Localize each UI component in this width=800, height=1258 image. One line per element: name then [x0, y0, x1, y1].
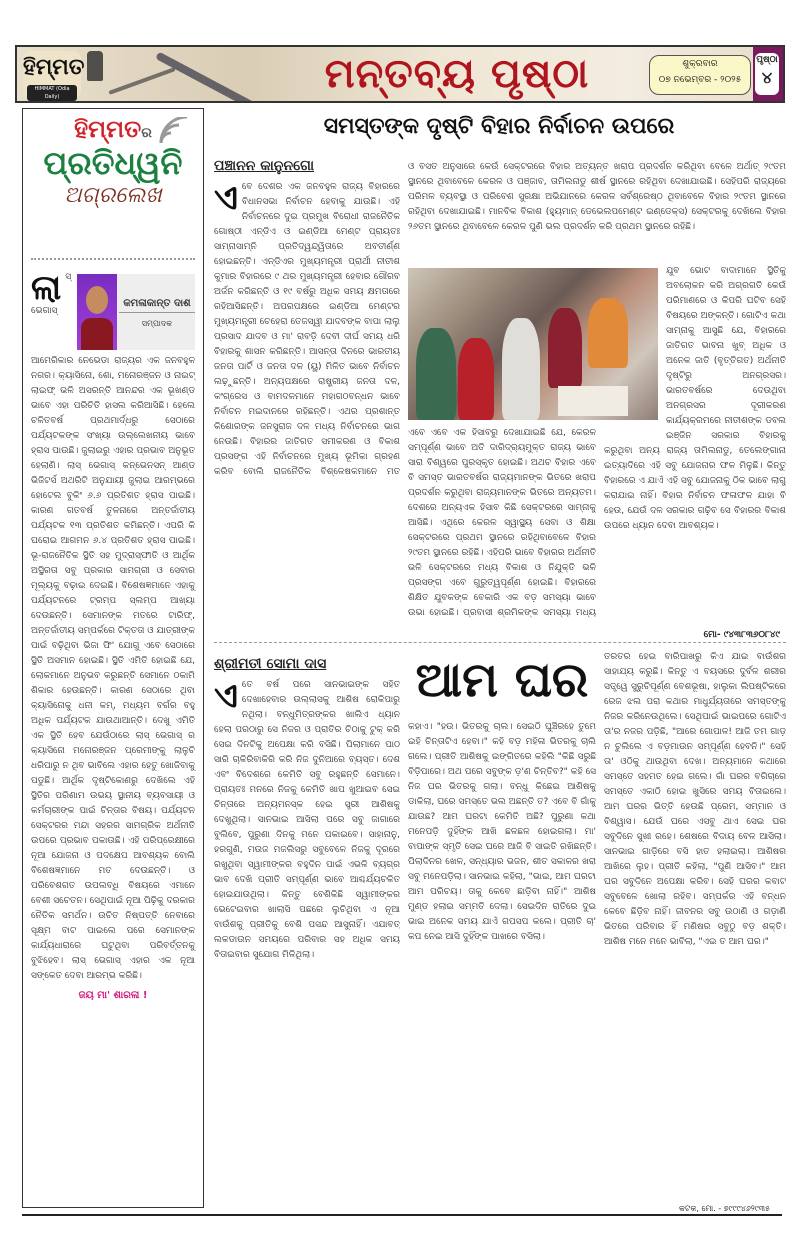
drop-cap: ଲା	[31, 268, 62, 308]
signal-waves-icon	[157, 117, 193, 147]
page-number: ୪	[761, 68, 773, 87]
article2-title: ଆମ ଘର	[415, 652, 589, 708]
article2-text-col3: ତରତର ହେଇ ବାରିପାଖରୁ କିଏ ଯାଇ ବାଉଁଶର ସାହାଯ୍ୟ କରୁଛି। କିନ୍ତୁ ଏ ବୟସରେ ଦୁର୍ବଳ ଶରୀର ସତ୍ତ୍ୱେ ସୁରୁଚିପୂର୍ଣ୍ଣ ବେଶଭୂଷା, ହାଲୁକା ଲିପଷ୍ଟିକରେ ରେଜ ଝଲ ପରା କଥାର ମାଧୁର୍ଯ୍ୟତାରେ ସମସ୍ତଙ୍କୁ ନିଜର କରିନେଉଥିଲେ। ସେଥିପାଇଁ ଭାଇପରେ ଗୋଟିଏ ତା'ର ନଜର ପଡ଼ିଛି, "ଆରେ ଗୋପାଳ! ଆଜି ତମ ଗାଡ଼ ନ ଚୁଲିଲେ ଏ ବଡ଼ମାଉନ ସମ୍ପୂର୍ଣ୍ଣ ହେବନି।" ସେହି ତା' ଓଠିକୁ ଥାଉଥିବା ଦେଖ। ଅନ୍ୟମାନେ କଥାରେ ସମସ୍ତେ ସହମତ ହେଇ ଗଲେ। ଗାଁ ଘରର ବଗିଚାରେ ସମସ୍ତେ ଏକାଠି ହୋଇ ଖୁସିରେ ସମୟ ବିତାଇଲେ। ଆମ ଘରର ଭିତ୍ତି ହେଉଛି ପ୍ରେମ, ସମ୍ମାନ ଓ ବିଶ୍ୱାସ। ଯେଉଁ ଘରେ ଏସବୁ ଥାଏ ସେଇ ଘର ସବୁଦିନେ ସୁଖୀ ରହେ। ଶେଷରେ ବିଦାୟ ବେଳ ଆସିଲା। ସାନଭାଇ ଗାଡ଼ିରେ ବସି ହାତ ହଲାଇଲା। ଆଶିଷର ଆଖିରେ ଲୁହ। ପ୍ରୀତି କହିଲା, "ପୁଣି ଆସିବ।" ଆମ ଘର ସବୁଦିନେ ଅପେକ୍ଷା କରିବ। ସେହି ଘରର କବାଟ ସବୁବେଳେ ଖୋଲା ରହିବ। ସମ୍ପର୍କର ଏହି ବନ୍ଧନ କେବେ ଛିଡ଼ିବ ନାହିଁ। ଜୀବନର ସବୁ ଉଠାଣି ଓ ଗଡ଼ାଣି ଭିତରେ ପରିବାର ହିଁ ମଣିଷର ସବୁଠୁ ବଡ଼ ଶକ୍ତି। ଆଶିଷ ମନେ ମନେ ଭାବିଲା, "ଏଇ ତ ଆମ ଘର।"	[604, 652, 786, 947]
article1-text-col1: ବେ ଦେଶର ଏକ ଜନବହୁଳ ରାଜ୍ୟ ବିହାରରେ ବିଧାନସଭା ନିର୍ବାଚନ ହେବାକୁ ଯାଉଛି। ଏହି ନିର୍ବାଚନରେ ଦୁଇ ପ୍ରମୁଖ ବିରୋଧୀ ରାଜନୈତିକ ଗୋଷ୍ଠୀ ଏନ୍ଡିଏ ଓ ଇଣ୍ଡିଆ ମେଣ୍ଟ ପ୍ରାୟତଃ ସାମ୍ନାସାମ୍ନି ପ୍ରତିଦ୍ୱନ୍ଦ୍ୱିତାରେ ଅବତୀର୍ଣ୍ଣ ହୋଇଛନ୍ତି। ଏନ୍ଡିଏର ମୁଖ୍ୟମନ୍ତ୍ରୀ ପ୍ରାର୍ଥୀ ନୀତୀଶ କୁମାର ବିହାରରେ ୯ ଥର ମୁଖ୍ୟମନ୍ତ୍ରୀ ହେବାର ଗୌରବ ଅର୍ଜନ କରିଛନ୍ତି ଓ ୧୯ ବର୍ଷରୁ ଅଧିକ ସମୟ କ୍ଷମତାରେ ରହିଆସିଛନ୍ତି। ଅପରପକ୍ଷରେ ଇଣ୍ଡିଆ ମେଣ୍ଟର ମୁଖ୍ୟମନ୍ତ୍ରୀ ଚେହେରା ତେଜସ୍ୱୀ ଯାଦବଙ୍କ ବାପା ଲାଲୁ ପ୍ରସାଦ ଯାଦବ ଓ ମା' ରାବଡ଼ି ଦେବୀ ଦୀର୍ଘ ସମୟ ଧରି ବିହାରକୁ ଶାସନ କରିଛନ୍ତି। ଆସନ୍ତା ଦିନରେ ଭାରତୀୟ ଜନତା ପାର୍ଟି ଓ ଜନତା ଦଳ (ୟୁ) ମିଳିତ ଭାବେ ନିର୍ବାଚନ ଲଢ଼ୁଛନ୍ତି। ଅନ୍ୟପକ୍ଷରେ ରାଷ୍ଟ୍ରୀୟ ଜନତା ଦଳ, କଂଗ୍ରେସ ଓ ବାମଦଳମାନେ ମହାଗଠବନ୍ଧନ ଭାବେ ନିର୍ବାଚନ ମଇଦାନରେ ରହିଛନ୍ତି। ଏଥର ପ୍ରଶାନ୍ତ କିଶୋରଙ୍କ ଜନସୁରାଜ ଦଳ ମଧ୍ୟ ନିର୍ବାଚନରେ ଭାଗ ନେଉଛି। ବିହାରର ଜାତିଗତ ସମୀକରଣ ଓ ବିକାଶ ପ୍ରସଙ୍ଗ ଏହି ନିର୍ବାଚନରେ ମୁଖ୍ୟ ଭୂମିକା ଗ୍ରହଣ କରିବ ବୋଲି ରାଜନୈତିକ ବିଶ୍ଳେଷକମାନେ ମତ	[214, 182, 400, 477]
fountain-pen-icon	[155, 51, 300, 103]
article2-area	[214, 650, 786, 1205]
brand-suffix: ର	[141, 125, 152, 141]
article2-column-1	[214, 650, 400, 1188]
brand-himmat: ହିମ୍ମତ	[74, 115, 142, 143]
pen-icon	[108, 67, 175, 95]
brand-pratidhwani: ପ୍ରତିଧ୍ୱନି	[43, 144, 183, 182]
editorial-text	[23, 264, 203, 1003]
divider	[31, 258, 195, 260]
article1-text-col2: ଓ ବସତ ଅନୁସାରେ କେଉଁ ସେକ୍ଟରରେ ବିହାର ଅତ୍ୟନ୍ତ ଖରାପ ପ୍ରଦର୍ଶନ କରିଥିବା ବେଳେ ଅର୍ଥାତ୍ ୨୯ତମ ସ୍ଥାନରେ ଥିବାବେଳେ କେରଳ ଓ ପଞ୍ଜାବ, ତାମିଲନାଡୁ ଶୀର୍ଷ ସ୍ଥାନରେ ରହିଥିବା ଦେଖାଯାଇଛି। ସେହିପରି ରାଜ୍ୟରେ ପରିମଳ ବ୍ୟବସ୍ଥା ଓ ପରିବେଶ ସୁରକ୍ଷା ଅଭିଯାନରେ କେରଳ ସର୍ବଶ୍ରେଷ୍ଠ ଥିବାବେଳେ ବିହାର ୨୯ତମ ସ୍ଥାନରେ ରହିଥିବା ଦେଖାଯାଇଛି। ମାନବିକ ବିକାଶ (ହ୍ୟୁମାନ୍ ଡେଭେଲପମେଣ୍ଟ ଇଣ୍ଡେକ୍ସ) ସେକ୍ଟରକୁ ଦେଖିଲେ ବିହାର ୨୬ତମ ସ୍ଥାନରେ ଥିବାବେଳେ କେରଳ ପୁଣି ଭଲ ପ୍ରଦର୍ଶନ କରି ପ୍ରଥମ ସ୍ଥାନରେ ରହିଛି।	[408, 162, 786, 232]
day: ଶୁକ୍ରବାର	[682, 59, 718, 69]
masthead	[15, 45, 785, 103]
logo-text: ହିମ୍ମତ	[23, 55, 85, 80]
section-divider	[214, 642, 786, 643]
article1-author: ପଞ୍ଚାନନ କାନୁନଗୋ	[214, 158, 315, 174]
drop-cap: ଏ	[214, 678, 238, 716]
editorial-para-2: ଥିବା କ୍ୟାସିନୋକୁ ଧନୀ କମ୍, ମଧ୍ୟମ ବର୍ଗର ବହୁ ଅଧିକ ପର୍ଯ୍ୟଟକ ଯାଉଥାଆନ୍ତି। ଦେଖୁ ଏମିତି ଏକ ସ୍ଥିତି ହେବ ଯେଉଁଠାରେ ଲାସ୍ ଭେଗାସ୍ ର କ୍ୟାସିନୋ ମନୋରଞ୍ଜନ ପ୍ରେମୀଙ୍କୁ ଲାଳୁଚି ଧରିପାରୁ ନ ଥିବ ଭାବିଲେ ଏହାର ହେତୁ ଖୋଜିବାକୁ ପଡୁଛି। ଆର୍ଥିକ ଦୃଷ୍ଟିକୋଣରୁ ଦେଖିଲେ ଏହି ସ୍ଥିତିର ପରିଣାମ ଉଭୟ ସ୍ଥାନୀୟ ବ୍ୟବସାୟୀ ଓ କର୍ମଚାରୀଙ୍କ ପାଇଁ ଚିନ୍ତାର ବିଷୟ। ପର୍ଯ୍ୟଟନ ସେକ୍ଟରର ମନ୍ଦା ସହରର ସାମଗ୍ରିକ ଅର୍ଥନୀତି ଉପରେ ପ୍ରଭାବ ପକାଉଛି। ଏହି ପରିପ୍ରେକ୍ଷୀରେ ନୂଆ ଯୋଜନା ଓ ପଦକ୍ଷେପ ଆବଶ୍ୟକ ବୋଲି ବିଶେଷଜ୍ଞମାନେ ମତ ଦେଉଛନ୍ତି। ଓ ପରିବେଶଗତ ଉପଲବ୍ଧି ବିଷୟରେ ଏମାନେ ବେଶୀ ସଚେତନ। ସେଥିପାଇଁ ନୂଆ ପିଢ଼ିକୁ ଦରକାର ନୈତିକ ସମର୍ଥନ। ଉଚିତ ନିଷ୍ପତ୍ତି ନେବାରେ ସୂକ୍ଷ୍ମ ବାଟ ପାଇଲେ ପରେ ସେମାନଙ୍କ କାର୍ଯ୍ୟଧାରାରେ ଘଟୁଥିବା ପରିବର୍ତ୍ତନକୁ ବୁଝିହେବ। ଲାସ୍ ଭେଗାସ୍ ଏହାର ଏକ ନୂଆ ସଙ୍କେତ ଦେବା ଆରମ୍ଭ କରିଛି।	[31, 686, 195, 981]
editor-box	[77, 274, 195, 350]
newspaper-logo	[23, 51, 85, 100]
article1-text-col2-lower: ଏବେ ଏବେ ଏକ ହିସାବରୁ ଦେଖାଯାଇଛି ଯେ, କେରଳ ସମ୍ପୂର୍ଣ୍ଣ ଭାବେ ଅତି ଦାରିଦ୍ର୍ୟମୁକ୍ତ ରାଜ୍ୟ ଭାବେ ସାରା ବିଶ୍ୱରେ ପୁରସ୍କୃତ ହୋଇଛି। ଅଥଚ ବିହାର ଏବେ ବି ସମସ୍ତ ଭାରତବର୍ଷର ରାଜ୍ୟମାନଙ୍କ ଭିତରେ ଖରାପ ପ୍ରଦର୍ଶନ କରୁଥିବା ରାଜ୍ୟମାନଙ୍କ ଭିତରେ ଅନ୍ୟତମ। ଦେଶରେ ଅନ୍ୟଏକ ହିସାବ କିଛି ସେକ୍ଟରରେ ସାମ୍ନାକୁ ଆସିଛି। ଏଥିରେ କେରଳ ସ୍ୱାସ୍ଥ୍ୟ ସେବା ଓ ଶିକ୍ଷା ସେକ୍ଟରରେ ପ୍ରଥମ ସ୍ଥାନରେ ରହିଥିବାବେଳେ ବିହାର ୨୯ତମ ସ୍ଥାନରେ ରହିଛି। ଏହିପରି ଭାବେ ବିହାରର ଅର୍ଥନୀତି ଭଳି ସେକ୍ଟରରେ ମଧ୍ୟ ବିକାଶ ଓ ନିଯୁକ୍ତି ଭଳି ପ୍ରସଙ୍ଗ ଏବେ ଗୁରୁତ୍ୱପୂର୍ଣ୍ଣ ହୋଇଛି। ବିହାରରେ ଶିକ୍ଷିତ ଯୁବକଙ୍କ ବେକାରି ଏକ ବଡ଼ ସମସ୍ୟା ଭାବେ ଉଭା ହୋଇଛି। ପ୍ରବାସୀ ଶ୍ରମିକଙ୍କ ସମସ୍ୟା ମଧ୍ୟ	[408, 428, 596, 618]
date: ୦୭ ନଭେମ୍ବର - ୨୦୨୫	[658, 75, 742, 85]
editorial-sidebar	[22, 108, 204, 1208]
bottom-rule	[22, 1214, 782, 1216]
article2-text-col1: ତେ ବର୍ଷ ପରେ ସାନଭାଇଙ୍କ ସହିତ ଦେଖାହେବାର ଉଲ୍ଲାସକୁ ଆଶିଷ ରୋକିପାରୁ ନଥିଲା। ବନ୍ଧୁମିତ୍ରଙ୍କର ଖାଲିଏ ଧ୍ୟାନ ହେଲା ପରଠାରୁ ସେ ନିଜର ଓ ପ୍ରାତିର ଚିଠାକୁ ଟୁକ୍ କରି ସେଇ ଦିନଟିକୁ ଅପେକ୍ଷା କରି ବସିଛି। ପିଲାମାନେ ପାଠ ସାରି ଚାକିରିବାକିରି କରି ନିଜ ଦୁନିଆରେ ବ୍ୟସ୍ତ। ଦେଶ ଏବଂ ବିଦେଶରେ କେମିତି ସବୁ ରହୁଛନ୍ତି ସେମାନେ। ପ୍ରାୟତଃ ମନରେ ନିଜକୁ କେମିତି ଖାପ ଖୁଆଇବ ସେଇ ଚିନ୍ତାରେ ଅନ୍ୟମନସ୍କ ହେଇ ସ୍ତ୍ରୀ ଆଶିଷକୁ ଦେଖୁଥିଲା। ସାନଭାଇ ଆସିଲା ପରେ ସବୁ ଜାଗାରେ ବୁଲିବେ, ପୁରୁଣା ଦିନକୁ ମନେ ପକାଇବେ। ସାହାନାନୁ, ହରଗୁଣି, ମଉଜ ମଜଲିସରୁ ସବୁବେଳେ ନିଜକୁ ଦୂରରେ ରଖୁଥିବା ସ୍ୱାମୀଙ୍କର ବହୁଦିନ ପାଇଁ ଏଭଳି ବ୍ୟଗ୍ର ଭାବ ଦେଖି ପ୍ରୀତି ସମ୍ପୂର୍ଣ୍ଣ ଭାବେ ଆଶ୍ଚର୍ଯ୍ୟଚକିତ ହୋଇଯାଉଥିଲା। କିନ୍ତୁ ବେଶିକିଛି ସ୍ୱାମୀଙ୍କର ଭେଟେଇବାର ଖାଲାସି ପଛରେ ଲୁଚିଥିବା ଏ ନୂଆ ବାଉଁଶକୁ ପ୍ରୀତିକୁ ବେଶି ପସନ୍ଦ ଆସୁନାହିଁ। ଏଯାବତ୍‌ ଲକଡାଉନ ସମୟରେ ପରିବାର ସହ ଅଧିକ ସମୟ ବିତାଇବାର ସୁଯୋଗ ମିଳିଥିଲା।	[214, 680, 400, 960]
section-title: ମନ୍ତବ୍ୟ ପୃଷ୍ଠା	[324, 51, 590, 97]
election-photo	[408, 268, 658, 420]
article2-text-col2: କହାଏ। "ହଉ। ଭିତରକୁ ଚାଲ। ସେଇଠି ଘୁଞ୍ଚିରହେ ତୁମେ ଇହି ଚିନ୍ତାଟିଏ ହେବା।" କହି ବଡ଼ ମହିଳା ଭିତରକୁ ଚାଲି ଗଲେ। ପ୍ରୀତି ଆଶିଷକୁ ଇଙ୍ଗିତରେ କହିଲି "କିଛି ସରୁଛି ବିଡ଼ିପାରେ। ଅଥ ପରେ ସବୁଙ୍କ ଡ଼'ଣ ଚିନ୍ତିବ?" କହି ସେ ନିଜ ଘର ଭିତରକୁ ଗଲା। ବନ୍ଧୁ କିଛେଇ ଆଶିଷକୁ ଡାକିଲା, ଘରେ ସମସ୍ତେ ଭଲ ଅଛନ୍ତି ତ? ଏବେ ବି ଗାଁକୁ ଯାଉଛ? ଆମ ଘରଟା କେମିତି ଅଛି? ପୁରୁଣା କଥା ମନେପଡ଼ି ଦୁହିଁଙ୍କ ଆଖି ଛଳଛଳ ହୋଇଗଲା। ମା' ବାପାଙ୍କ ସ୍ମୃତି ସେଇ ଘରେ ଆଜି ବି ସାଇତି ରଖିଛନ୍ତି। ପିଲାଦିନର ଖେଳ, ସନ୍ଧ୍ୟାର ଭଜନ, ଶୀତ ସକାଳର ଖରା ସବୁ ମନେପଡ଼ିଲା। ସାନଭାଇ କହିଲା, "ଭାଇ, ଆମ ଘରଟା ଆମ ପରିଚୟ। ତାକୁ କେବେ ଛାଡ଼ିବା ନାହିଁ।" ଆଶିଷ ମୁଣ୍ଡ ହଲାଇ ସମ୍ମତି ଦେଲା। ସେଇଦିନ ରାତିରେ ଦୁଇ ଭାଇ ଅନେକ ସମୟ ଯାଏଁ ଗପସପ କଲେ। ପ୍ରୀତି ଚା' କପ ନେଇ ଆସି ଦୁହିଁଙ୍କ ପାଖରେ ବସିଲା।	[408, 722, 596, 942]
editorial-para-1: ସ୍ ଭେଗାସ୍ ଆମେରିକାର ନେଭେଡା ରାଜ୍ୟର ଏକ ଜନବହୁଳ ନଗର। କ୍ୟାସିନୋ, ଶୋ, ମନୋରଞ୍ଜନ ଓ ନାଇଟ୍ ଲାଇଫ୍ ଭଳି ଅସରନ୍ତି ଆନନ୍ଦର ଏକ ଭୂଖଣ୍ଡ ଭାବେ ଏହା ପରିଚିତି ହାସଲ କରିଆସିଛି। ହେଲେ ଚଳିତବର୍ଷ ପ୍ରଥମାର୍ଦ୍ଧରୁ ସେଠାରେ ପର୍ଯ୍ୟଟକଙ୍କ ସଂଖ୍ୟା ଉଲ୍ଲେଖନୀୟ ଭାବେ ହ୍ରାସ ପାଉଛି। ଜୁଲାଇରୁ ଏହାର ପ୍ରଭାବ ଅନୁଭୂତ ହେଲାଣି। ଲାସ୍ ଭେଗାସ୍ କନ୍ଭେନସନ୍ ଆଣ୍ଡ ଭିଜିଟର୍ସ ଅଥରିଟି ଅନୁଯାୟୀ ଜୁଲାଇ ଆରମ୍ଭରେ ହୋଟେଲ ବୁକିଂ ୬.୬ ପ୍ରତିଶତ ହ୍ରାସ ପାଇଛି। କାରଣ ଗତବର୍ଷ ତୁଳନାରେ ଅନ୍ତର୍ଜାତୀୟ ପର୍ଯ୍ୟଟକ ୧୩ ପ୍ରତିଶତ କମିଛନ୍ତି। ଏପରି କି ଘରୋଇ ଆଗମନ ୬.୪ ପ୍ରତିଶତ ହ୍ରାସ ପାଇଛି। ଭୂ-ରାଜନୈତିକ ସ୍ଥିତି ସହ ମୁଦ୍ରାସ୍ଫୀତି ଓ ଆର୍ଥିକ ଅସ୍ଥିରତା ସବୁ ପ୍ରକାର ସାମଗ୍ରୀ ଓ ସେବାର ମୂଲ୍ୟକୁ ବଢ଼ାଇ ଦେଇଛି। ବିଶେଷଜ୍ଞମାନେ ଏହାକୁ ପର୍ଯ୍ୟଟନରେ ଟ୍ରମ୍ପ ସ୍ଲମ୍ପ ଆଖ୍ୟା ଦେଉଛନ୍ତି। ସେମାନଙ୍କ ମତରେ ଟାରିଫ୍, ଅନ୍ତର୍ଜାତୀୟ ସମ୍ପର୍କରେ ଟିକ୍ତତା ଓ ଯାତ୍ରୀଙ୍କ ପାଇଁ ବଢ଼ିଥିବା ଭିଜା ଫି' ଯୋଗୁ ଏବେ ସେଠାରେ ସ୍ଥିତି ଅସମାନ ହୋଇଛି। ସ୍ଥିତି ଏମିତି ହୋଇଛି ଯେ, ଲୋକମାନେ ଅନୁଭବ କରୁଛନ୍ତି ସେମାନେ ଠକାମି ଶିକାର ହେଉଛନ୍ତି। କାରଣ ସେଠାରେ	[31, 272, 195, 696]
page-label: ପୃଷ୍ଠା	[756, 55, 778, 65]
date-box	[649, 55, 751, 95]
logo-subtitle: HIMMAT (Odia Daily)	[27, 85, 77, 101]
signoff: ଜୟ ମା' ଶାରଳା !	[78, 990, 148, 1001]
editor-photo	[77, 274, 117, 350]
editor-name: କମଳାକାନ୍ତ ଦାଶ	[119, 296, 195, 313]
article1-phone: ମୋ- ୯୪୩୮୩୬୦୮୪୯	[703, 630, 780, 640]
article1-text-col3-lower: କରୁଥିବା ଅନ୍ୟ ରାଜ୍ୟ ତାମିଲନାଡୁ, ତେଲେଙ୍ଗାନା ଇତ୍ୟାଦିରେ ଏହି ସବୁ ଯୋଜନାର ଫଳ ମିଳୁଛି। କିନ୍ତୁ ବିହାରରେ ଏ ଯାଏଁ ଏହି ସବୁ ଯୋଜନାକୁ ଠିକ ଭାବେ ଲାଗୁ କରାଯାଇ ନାହିଁ। ବିହାର ନିର୍ବାଚନ ଫଳାଫଳ ଯାହା ବି ହେଉ, ଯେଉଁ ଦଳ ସରକାର ଗଢ଼ିବ ସେ ବିହାରର ବିକାଶ ଉପରେ ଧ୍ୟାନ ଦେବା ଆବଶ୍ୟକ।	[604, 446, 786, 531]
drop-cap: ଏ	[214, 180, 238, 218]
article-headline: ସମସ୍ତଙ୍କ ଦୃଷ୍ଟି ବିହାର ନିର୍ବାଚନ ଉପରେ	[323, 114, 675, 139]
article2-author: ଶ୍ରୀମତୀ ସୋମା ଦାସ	[214, 656, 327, 672]
brand-agralekha: ଅଗ୍ରଲେଖ	[64, 183, 162, 208]
article2-phone: କଟକ, ମୋ. - ୭୯୯୯୪୬୨୯୩୫	[678, 1204, 770, 1213]
page-number-box	[753, 47, 783, 101]
article1-column-1	[214, 152, 400, 480]
editor-role: ସମ୍ପାଦକ	[141, 319, 173, 328]
inkpot-icon	[87, 51, 103, 81]
editorial-brand	[23, 109, 203, 254]
article1-text-col3-upper: ଯୁବ ଭୋଟ ବାଦାମାନେ ସ୍ଥିତିକୁ ଅବଲୋକନ କରି ଅଗ୍ରଗତି କେଉଁ ପରିମାଣରେ ଓ କିପରି ଘଟିବ ସେହି ବିଷୟରେ ଅଙ୍କନ୍ତି। ଗୋଟିଏ କଥା ସାମ୍ନାକୁ ଆସୁଛି ଯେ, ବିହାରରେ ଜାତିଗତ ଭାବନା ଖୁବ୍ ଅଧିକ ଓ ଅନେକ ଜାତି (ବୃତ୍ତିଗତ) ଅର୍ଥନୀତି ଦୃଷ୍ଟିରୁ ଅନଗ୍ରସର। ଭାରତବର୍ଷରେ ଦେଉଥିବା ଅନଗ୍ରସର ଦୂରୀକରଣ କାର୍ଯ୍ୟକ୍ରମରେ ନୀତୀଶଙ୍କ ଡବଲ ଇଞ୍ଜିନ ସରକାର ବିହାରକୁ	[666, 266, 786, 441]
